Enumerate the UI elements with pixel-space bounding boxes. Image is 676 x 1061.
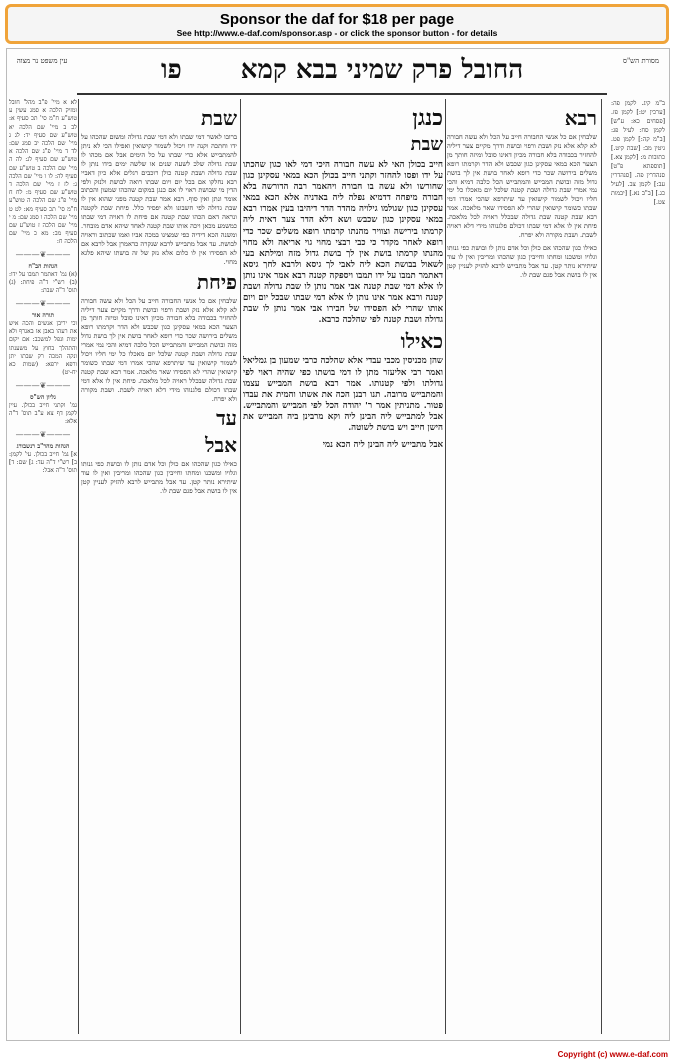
banner-title: Sponsor the daf for $18 per page (219, 11, 455, 28)
rashi-text-main: שלבחין אם כל אנשי החבורה חייב על הכל ולא עשה חבורה לא קלא אלא נזק ושבת ורפוי ובושת ודרך מקיים צער דיליה להחזיר בכבודה בלא חבורה מכיון דאינו סובל ומיזה חותך מן הצער הכא במאי עסקינן כגון שכבש ולא הדר וקרמתו רופא משלים בירושה שכר כדי רופא לאחר בושת אין לך בושת גדול מזה ובושת המבייש והמתבייש הכל כלבה דמיא והכי נמי אמרי שבת גדולה ושבת קטנה שלכל יום מאכלו כל ימי חליו ויכול לשמור קישואין עד שיתרפא שהכי אמרו דמי שבתו כשומר קישואין שהרי לא הפסידו שאר מלאכה. אמר רבא שבת קטנה שבת גדולה שבכלל ראויה לכל מלאכה. פיחת אין לו אלא דמי שבתו דכולם פלגנוהו מידי דלא ראויה לשבת. ושבת מקורה ולא יפרח. (447, 133, 597, 239)
hagahot-title: הגהות הב"ח (28, 262, 58, 270)
gemara-text-2: שהן מכניסין מכבי עבדי אלא שהלכה כרבי שמעון בן גמליאל ואמר רבי אליעזר מתן לו דמי בושתו כפי שהיה ראוי לפי גדולתו ולפי קטנותו. אמר רבא בושת המבייש עצמו והמתבייש מרובה. תנו רבנן הכה את אשתו והמית את עבדו פטור. מתניתין אמר ר' יהודה הכל לפי המבייש והמתבייש. אבל למתבייש ליה הבינן ליה וקא מרבינן ביה המבייש את הישן חייב ויש בושת לשוטה. (243, 356, 443, 433)
mesorat-column (611, 99, 665, 1034)
gemara-lead-word-2: שבת (410, 134, 443, 155)
page-title: החובל פרק שמיני בבא קמא (240, 55, 524, 85)
ornament-divider: ———❦——— (15, 298, 71, 308)
rashi-text-2: כאילו כגון שהכהו אם כולן וכל אדם נותן לו ובושת כפי גנותו וגלויו ומשכנו ומחתו וחייבין כגון שהכהו ומריבין ואין לו עוד שיתירא נותר קטן. עד אבל מתבייש לרבא להזיק לעניין קטן אין לו בושת אבל פגם שבת לו. (81, 460, 237, 496)
rashi-text-main-2: כאילו כגון שהכהו אם כולן וכל אדם נותן לו ובושת כפי גנותו וגלויו ומשכנו ומחתו וחייבין כגון שהכהו ומריבין ואין לו עוד שיתירא נותר קטן. עד אבל מתבייש לרבא להזיק לעניין קטן אין לו בושת אבל פגם שבת לו. (447, 243, 597, 279)
tosafot-text: ברובו לאשר דמי שבתו ולא דמי שבת גדולה ומשום שהכהו על ידו וחתכה וקנה ידו ויכול לשמור קישואין ואפילו הכי לא ניתן להמתבייש אלא כדי שבתו על כל הימים אבל אם מכהו לו שבת גדולה שלכ לשעה שנים או שלשה ימים בידו נותן לו שבת גדולה ושבת קטנה כולן רוכבים רגלים אלא כיון דאביי רבא נחלקו אם בכל יום ויום שבתו רואה לבושת ולנזק ולפי הדין מי שבושת ראוי לו אם כנגן במקום שהכהו שמעון והכתוב אומר ונתן ואין סוף. רבא אמר שבת קטנה מפני שהוא אין לו שבת גדולה לפי חשבונו ולא יפסיד כלל. פיחת שבת לקטנה ונראה דאם הכהו שבת קטנה אם פיחת לו ראויה דמי שבתו כמשמע מכאן ויכה אותו שבת קטנה לאחד שיהא אדם מובחר. ומשנה הכא דידיה כפי שמצינו במכה אביו ואמו שכתוב וראויה לבושת. עד אבל מתבייש לרבא שנקרה כדאמרן אבל לרבא אם לא הפסידו אין לו כלום אלא נזק של זה בושתו שיהא פלגא מחוי. (81, 133, 237, 266)
gemara-text: חייב בכולן האי לא עשה חבורה היכי דמי לאו כגון שהכתו על ידו ופסו להחזר וקתני חייב בכולן הכא במאי עסקינן כגון שחורשו ולא עשה בו חבורה ויהאמר רבה הדורשה בלא חבורה מיפחה דדמיא נפלה ליה באדניה אלא הכא במאי עסקינן כגון שגולמו גילויה מהדר הדר דיהיבו בעין אמרו רבא במאי עסקינן כגון שכבש ושא דלא הדר צער דאית ליה קרמתו בירישה וצוויר מהנתו קרמתו רופא משלים שכר כדי רופא לאחר מקדר כי כבי רבצי מחוי גוי אריאה ולא מחוי מהנתו קרמתו בושת אין לך בושת גדול מזה ומילתא בעי לשאול בבושת הכא ליה לאבי לך גיסא ולרבא לחך גיסא דאתמר תמבו על ידו תמבו ויספקה קטנה רבא אמר אינו נותן לו אלא דמי שבת קטנה אבי אמר נותן לו שבת גדולה ושבת קטנה ורבא אמר אינו נותן לו אלא דמי שבתו שבכל יום ויום אותו שהרי לא הפסידו של חבירו אבי אמר נותן לו שבת גדולה ושבת קטנה לפי שהלכה כרבא. (243, 160, 443, 326)
daf-number: פו (161, 55, 182, 85)
rashi-column (447, 103, 597, 1038)
ein-mishpat-header: עין משפט נר מצוה (16, 57, 68, 65)
mesorat-text: ב"מ קיג. לקמן פה: [ערכין יט:] לקמן פז. [פסחים כא: ע"ש] לקמן סח: לעיל פג: [ב"מ קה:] לקמן פט. גיטין מב: [שבת קיט.] כתובות מ: [לקמן צא.] [תוספתא פ"ט] סנהדרין פה. [סנהדרין עב:] לקמן צב. [לעיל כג.] [ב"ב נא.] [יבמות צט.] (611, 100, 665, 206)
ornament-divider: ———❦——— (15, 429, 71, 439)
rashi-section-word-4: אבל (205, 433, 237, 458)
header-rule (77, 93, 607, 95)
mesorat-header: מסורת הש"ס (622, 57, 660, 65)
rashi-text: שלבחין אם כל אנשי החבורה חייב על הכל ולא עשה חבורה לא קלא אלא נזק ושבת ורפוי ובושת ודרך מקיים צער דיליה להחזיר בכבודה בלא חבורה מכיון דאינו סובל ומיזה חותך מן הצער הכא במאי עסקינן כגון שכבש ולא הדר וקרמתו רופא משלים בירושה שכר כדי רופא לאחר בושת אין לך בושת גדול מזה ובושת המבייש והמתבייש הכל כלבה דמיא והכי נמי אמרי שבת גדולה ושבת קטנה שלכל יום מאכלו כל ימי חליו ויכול לשמור קישואין עד שיתרפא שהכי אמרו דמי שבתו כשומר קישואין שהרי לא הפסידו שאר מלאכה. אמר רבא שבת קטנה שבת גדולה שבכלל ראויה לכל מלאכה. פיחת אין לו אלא דמי שבתו דכולם פלגנוהו מידי דלא ראויה לשבת. ושבת מקורה ולא יפרח. (81, 296, 237, 403)
rishonim-text: א] גמ' חייב בכולן. עי' לקמן: ב] רש"י ד"ה עד: ג] שם: ד] תוס' ד"ה אבל: (9, 450, 77, 475)
ein-mishpat-column (9, 99, 77, 1034)
ein-mishpat-text: לא א מיי' פ"ב מהל' חובל ומזיק הלכה א סמג עשין ע טוש"ע ח"מ סי' תכ סעיף א: לב ב מיי' שם הלכה יא טוש"ע שם סעיף יד: לג ג מיי' שם הלכה יב סמג שם: לד ד מיי' פ"ג שם הלכה א טוש"ע שם סעיף לג: לה ה מיי' שם הלכה ב טוש"ע שם סעיף לה: לו ו מיי' שם הלכה ג: לז ז מיי' שם הלכה ד טוש"ע שם סעיף מ: לח ח מיי' פ"ג שם הלכה ה טוש"ע ח"מ סי' תכ סעיף מא: לט ט מיי' שם הלכה ו סמג שם: מ י מיי' שם הלכה ז טוש"ע שם סעיף מב: מא כ מיי' שם הלכה ח: (9, 99, 77, 246)
gemara-lead-word: כנגן (412, 105, 443, 131)
column-divider (445, 99, 446, 1034)
banner-subtitle[interactable]: See http://www.e-daf.com/sponsor.asp - or click the sponsor button - for details (176, 28, 498, 38)
column-divider (78, 99, 79, 1034)
rashi-section-word: רבא (564, 106, 597, 130)
gemara-closing: אבל מתבייש ליה הבינן ליה הכא נמי (322, 440, 443, 451)
rashi-section-word-2: פיחת (196, 269, 237, 294)
page-header (16, 53, 660, 97)
copyright-notice[interactable]: Copyright (c) www.e-daf.com (557, 1050, 668, 1059)
torah-or-title: תורה אור (31, 311, 55, 319)
torah-or-text: וכי יריבן אנשים והכה איש את רעהו באבן או באגרף ולא ימות ונפל למשכב: אם יקום והתהלך בחוץ על משענתו ונקה המכה רק שבתו יתן ורפא ירפא: (שמות כא יח-יט) (9, 320, 77, 377)
talmud-page (6, 48, 670, 1041)
column-divider (601, 99, 602, 1034)
hagahot-text: (א) גמ' דאתמר תמבו על ידו: (ב) רש"י ד"ה פיחת: (ג) תוס' ד"ה שבת: (9, 271, 77, 295)
tosafot-column (81, 103, 237, 1038)
sponsor-banner[interactable] (5, 4, 669, 44)
rashi-section-word-3: עד (216, 406, 237, 431)
gemara-column (243, 103, 443, 1038)
gilyon-title: גליון הש"ס (30, 393, 56, 401)
gemara-section-word: כאילו (400, 329, 443, 354)
ornament-divider: ———❦——— (15, 249, 71, 259)
gilyon-text: גמ' וקתני חייב בכולן. עיין לקמן דף צא ע"ב תוס' ד"ה אלא: (9, 401, 77, 426)
rishonim-title: הגהות מהר"ב רנשבורג (16, 442, 70, 450)
ornament-divider: ———❦——— (15, 380, 71, 390)
tosafot-section-word: שבת (201, 106, 237, 130)
column-divider (240, 99, 241, 1034)
